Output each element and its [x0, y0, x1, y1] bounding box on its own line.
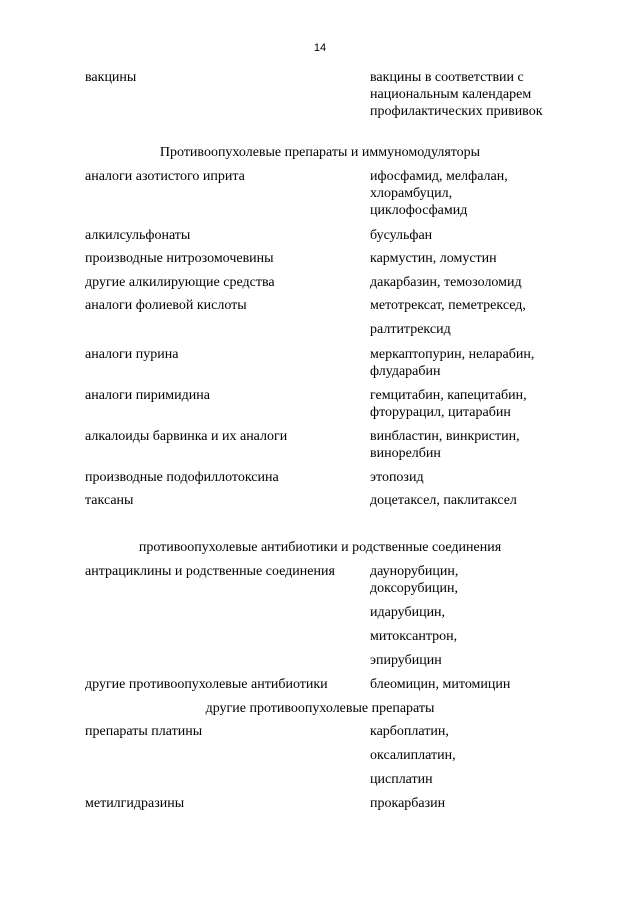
row-drugs — [370, 387, 570, 421]
row-drugs — [370, 346, 570, 380]
drug-line: меркаптопурин, неларабин, — [370, 347, 535, 362]
drug-line: доксорубицин, — [370, 581, 459, 596]
drug-line: блеомицин, митомицин — [370, 677, 511, 692]
row-drugs — [370, 563, 570, 669]
drug-line: циклофосфамид — [370, 203, 468, 218]
drug-line: винбластин, винкристин, — [370, 429, 520, 444]
row-drugs — [370, 428, 570, 462]
section-heading-antineoplastic: Противоопухолевые препараты и иммуномодуляторы — [159, 145, 481, 160]
drug-line: оксалиплатин, — [370, 748, 456, 763]
drug-line: гемцитабин, капецитабин, — [370, 388, 527, 403]
drug-line: карбоплатин, — [370, 724, 449, 739]
drug-line: митоксантрон, — [370, 629, 458, 644]
drug-line: даунорубицин, — [370, 564, 459, 579]
drug-line: дакарбазин, темозоломид — [370, 275, 522, 290]
row-name: препараты платины — [85, 724, 203, 739]
row-name: аналоги азотистого иприта — [85, 169, 245, 184]
drug-line: ифосфамид, мелфалан, — [370, 169, 508, 184]
row-name: аналоги пиримидина — [85, 388, 210, 403]
section-heading-other: другие противоопухолевые препараты — [205, 701, 435, 716]
drug-line: флударабин — [370, 364, 441, 379]
row-name: метилгидразины — [85, 796, 185, 811]
drug-line: прокарбазин — [370, 796, 446, 811]
drug-line: винорелбин — [370, 446, 441, 461]
drug-line: кармустин, ломустин — [370, 251, 497, 266]
row-drugs-vaccines: вакцины в соответствии с национальным календарем профилактических прививок — [370, 70, 543, 119]
row-name: производные подофиллотоксина — [85, 470, 279, 485]
row-name: другие противоопухолевые антибиотики — [85, 677, 328, 692]
row-drugs — [370, 676, 570, 693]
drug-line: цисплатин — [370, 772, 433, 787]
row-name-vaccines: вакцины — [85, 70, 137, 85]
drug-line: бусульфан — [370, 228, 433, 243]
row-name: аналоги фолиевой кислоты — [85, 298, 247, 313]
row-name: аналоги пурина — [85, 347, 179, 362]
section-heading-antibiotics: противоопухолевые антибиотики и родственные соединения — [138, 540, 502, 555]
drug-line: этопозид — [370, 470, 424, 485]
drug-line: фторурацил, цитарабин — [370, 405, 511, 420]
drug-line: хлорамбуцил, — [370, 186, 453, 201]
row-drugs — [370, 250, 570, 267]
row-drugs — [370, 492, 570, 509]
row-name: алкилсульфонаты — [85, 228, 191, 243]
row-name: таксаны — [85, 493, 134, 508]
drug-line: метотрексат, пеметрексед, — [370, 298, 526, 313]
row-drugs — [370, 795, 570, 812]
row-drugs — [370, 168, 570, 219]
row-drugs — [370, 723, 570, 788]
row-name: антрациклины и родственные соединения — [85, 564, 335, 579]
drug-line: доцетаксел, паклитаксел — [370, 493, 517, 508]
row-drugs — [370, 469, 570, 486]
row-name: алкалоиды барвинка и их аналоги — [85, 429, 288, 444]
drug-line: ралтитрексид — [370, 322, 451, 337]
page-number: 14 — [313, 42, 327, 54]
row-name: производные нитрозомочевины — [85, 251, 274, 266]
row-drugs — [370, 297, 570, 338]
row-drugs — [370, 274, 570, 291]
row-drugs — [370, 227, 570, 244]
row-name: другие алкилирующие средства — [85, 275, 275, 290]
drug-line: идарубицин, — [370, 605, 446, 620]
drug-line: эпирубицин — [370, 653, 442, 668]
